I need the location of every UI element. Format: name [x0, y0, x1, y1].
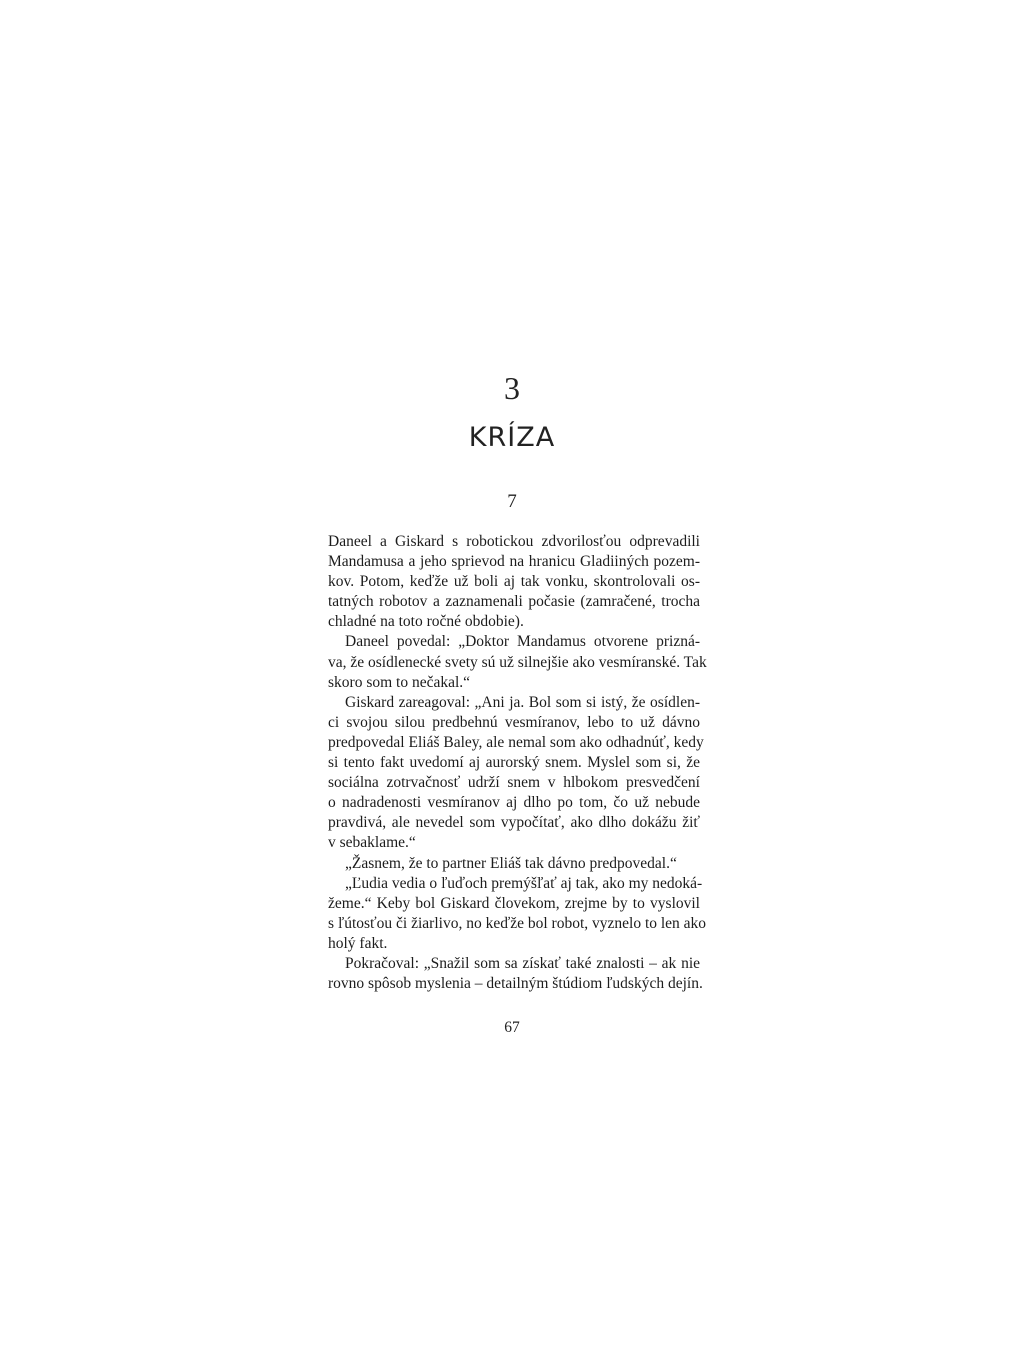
text-line: rovno spôsob myslenia – detailným štúdiom ľudských dejín. — [328, 975, 703, 993]
text-line: „Ľudia vedia o ľuďoch premýšľať aj tak, ako my nedoká- — [345, 874, 703, 892]
text-line: chladné na toto ročné obdobie). — [328, 613, 524, 631]
paragraph — [328, 854, 700, 874]
paragraph — [328, 532, 700, 632]
text-line: si tento fakt uvedomí aj aurorský snem. Myslel som si, že — [328, 754, 700, 772]
text-line: va, že osídlenecké svety sú už silnejšie ako vesmíranské. Tak — [328, 653, 707, 671]
text-line: pravdivá, ale nevedel som vypočítať, ako dlho dokážu žiť — [328, 814, 700, 832]
page-number: 67 — [504, 1019, 520, 1036]
text-line: sociálna zotrvačnosť udrží snem v hlbokom presvedčení — [328, 774, 700, 792]
text-line: Giskard zareagoval: „Ani ja. Bol som si istý, že osídlen- — [345, 693, 700, 711]
text-line: predpovedal Eliáš Baley, ale nemal som ako odhadnúť, kedy — [328, 733, 704, 751]
paragraph — [328, 954, 703, 994]
paragraph — [328, 874, 707, 954]
text-line: „Žasnem, že to partner Eliáš tak dávno predpovedal.“ — [345, 854, 677, 872]
section-number: 7 — [507, 491, 517, 512]
text-line: o nadradenosti vesmíranov aj dlho po tom, čo už nebude — [328, 794, 700, 812]
body-text — [328, 532, 707, 994]
text-line: Daneel povedal: „Doktor Mandamus otvorene prizná- — [345, 633, 700, 651]
chapter-title: KRÍZA — [468, 422, 556, 453]
text-line: žeme.“ Keby bol Giskard človekom, zrejme by to vyslovil — [328, 894, 700, 912]
paragraph — [328, 693, 704, 854]
text-line: ci svojou silou predbehnú vesmíranov, lebo to už dávno — [328, 713, 700, 731]
paragraph — [328, 632, 707, 692]
text-line: tatných robotov a zaznamenali počasie (zamračené, trocha — [328, 593, 700, 611]
text-line: Daneel a Giskard s robotickou zdvorilosťou odprevadili — [328, 533, 700, 550]
text-line: Pokračoval: „Snažil som sa získať také znalosti – ak nie — [345, 954, 700, 972]
text-line: kov. Potom, keďže už boli aj tak vonku, skontrolovali os- — [328, 573, 700, 591]
text-line: v sebaklame.“ — [328, 834, 416, 852]
text-line: s ľútosťou či žiarlivo, no keďže bol robot, vyznelo to len ako — [328, 914, 707, 932]
text-line: holý fakt. — [328, 934, 388, 952]
chapter-number: 3 — [504, 370, 520, 406]
text-line: Mandamusa a jeho sprievod na hranicu Gladiiných pozem- — [328, 553, 700, 571]
text-line: skoro som to nečakal.“ — [328, 673, 471, 691]
